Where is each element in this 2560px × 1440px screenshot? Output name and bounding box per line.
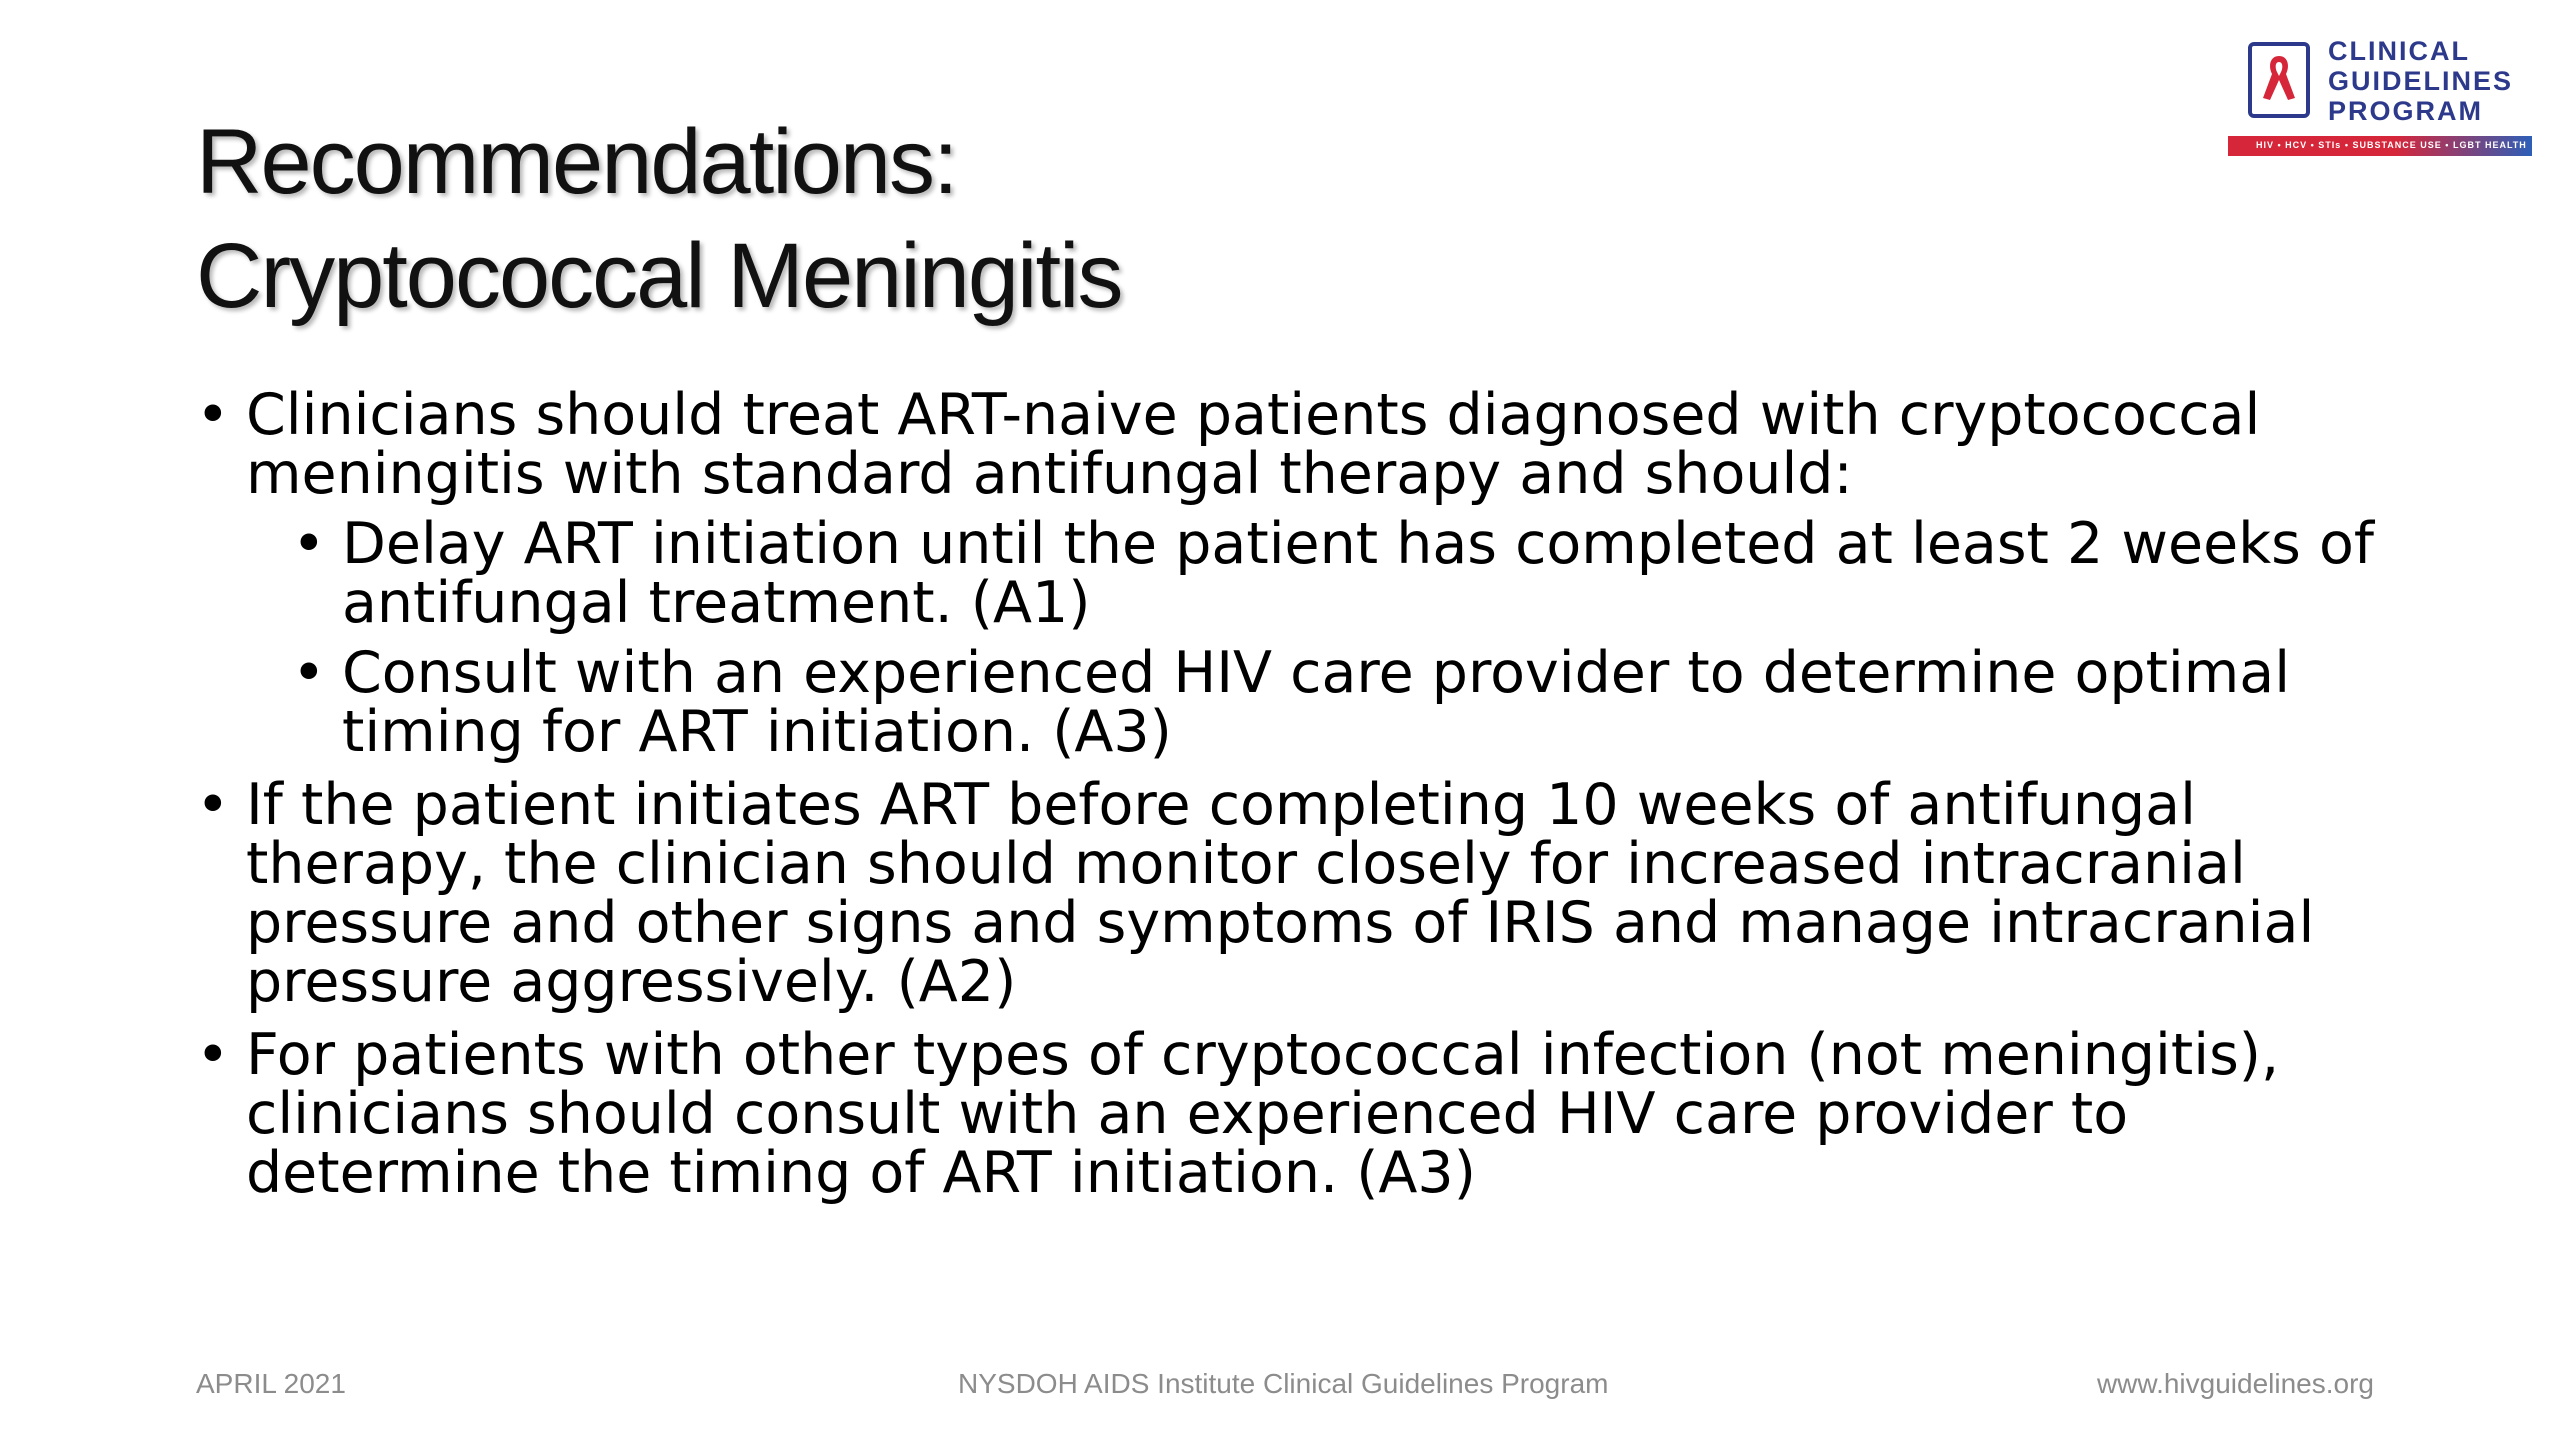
logo-line-1: CLINICAL: [2328, 36, 2470, 66]
clinical-guidelines-program-logo: [2228, 36, 2540, 162]
footer-program: NYSDOH AIDS Institute Clinical Guidelines Program: [958, 1368, 1609, 1399]
footer-url: www.hivguidelines.org: [2096, 1368, 2374, 1399]
bullet-item: • For patients with other types of cryptococcal infection (not meningitis), clinicians should consult with an experienced HIV care provider to determine the timing of ART initiation. (A3): [196, 1026, 2396, 1203]
slide-title-line-2: Cryptococcal Meningitis: [196, 225, 1122, 327]
slide-body: [196, 382, 2396, 1206]
logo-line-3: PROGRAM: [2328, 96, 2483, 126]
sub-bullet-item: • Delay ART initiation until the patient has completed at least 2 weeks of antifungal treatment. (A1): [196, 515, 2396, 633]
logo-line-2: GUIDELINES: [2328, 66, 2514, 96]
bullet-item: • If the patient initiates ART before completing 10 weeks of antifungal therapy, the clinician should monitor closely for increased intracranial pressure and other signs and symptoms of IRIS and manage intracranial pressure aggressively. (A2): [196, 776, 2396, 1012]
footer-date: APRIL 2021: [196, 1368, 346, 1399]
logo-wordmark: [2328, 36, 2513, 126]
logo-tagline: HIV • HCV • STIs • SUBSTANCE USE • LGBT HEALTH: [2256, 140, 2527, 150]
slide-title-line-1: Recommendations:: [196, 111, 957, 213]
red-ribbon-icon: [2252, 46, 2306, 114]
slide-title: [196, 105, 2096, 333]
bullet-item: • Clinicians should treat ART-naive patients diagnosed with cryptococcal meningitis with standard antifungal therapy and should:: [196, 386, 2396, 504]
logo-badge: [2248, 42, 2310, 118]
sub-bullet-item: • Consult with an experienced HIV care provider to determine optimal timing for ART initiation. (A3): [196, 644, 2396, 762]
